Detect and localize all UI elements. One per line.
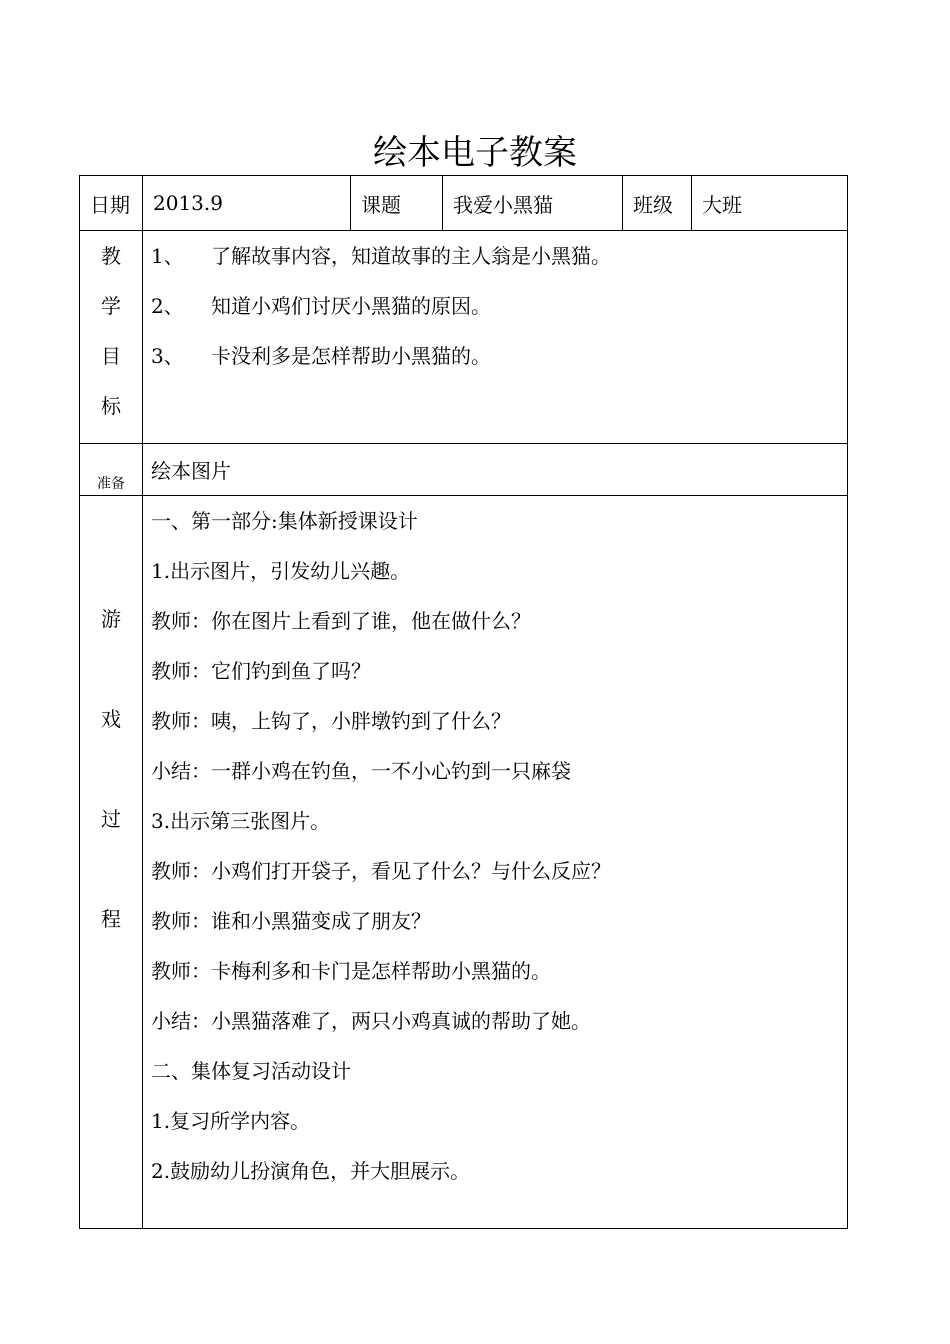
goal-text: 知道小鸡们讨厌小黑猫的原因。 bbox=[211, 294, 491, 318]
process-line: 教师：谁和小黑猫变成了朋友？ bbox=[151, 909, 431, 933]
page-title: 绘本电子教案 bbox=[373, 133, 577, 173]
goals-label-char: 标 bbox=[101, 394, 121, 418]
goal-item bbox=[151, 243, 847, 293]
process-label-char: 程 bbox=[101, 907, 121, 931]
process-row bbox=[80, 496, 848, 1229]
goal-item bbox=[151, 293, 847, 343]
process-line: 1.复习所学内容。 bbox=[151, 1109, 311, 1133]
goals-label-char: 目 bbox=[101, 344, 121, 368]
process-line: 教师：你在图片上看到了谁，他在做什么？ bbox=[151, 609, 531, 633]
goals-row bbox=[80, 231, 848, 444]
process-line: 小结：一群小鸡在钓鱼，一不小心钓到一只麻袋 bbox=[151, 759, 571, 783]
process-line: 教师：卡梅利多和卡门是怎样帮助小黑猫的。 bbox=[151, 959, 551, 983]
goal-text: 卡没利多是怎样帮助小黑猫的。 bbox=[211, 344, 491, 368]
prep-label: 准备 bbox=[80, 444, 143, 496]
process-line: 小结：小黑猫落难了，两只小鸡真诚的帮助了她。 bbox=[151, 1009, 591, 1033]
topic-value: 我爱小黑猫 bbox=[443, 176, 623, 231]
process-label bbox=[80, 496, 143, 1229]
goals-label-char: 教 bbox=[101, 244, 121, 268]
goal-number: 1、 bbox=[151, 244, 184, 268]
process-line: 教师：它们钓到鱼了吗？ bbox=[151, 659, 371, 683]
goals-body bbox=[143, 231, 848, 444]
topic-label: 课题 bbox=[351, 176, 443, 231]
goal-text: 了解故事内容，知道故事的主人翁是小黑猫。 bbox=[211, 244, 611, 268]
class-value: 大班 bbox=[692, 176, 848, 231]
header-row bbox=[80, 176, 848, 231]
process-line: 3.出示第三张图片。 bbox=[151, 809, 331, 833]
goals-label bbox=[80, 231, 143, 444]
process-body bbox=[143, 496, 848, 1229]
process-line: 教师：小鸡们打开袋子，看见了什么？与什么反应？ bbox=[151, 859, 611, 883]
goal-number: 2、 bbox=[151, 294, 184, 318]
process-line: 二、集体复习活动设计 bbox=[151, 1059, 351, 1083]
process-line: 1.出示图片，引发幼儿兴趣。 bbox=[151, 559, 411, 583]
process-line: 教师：咦，上钩了，小胖墩钓到了什么？ bbox=[151, 709, 511, 733]
lesson-plan-table bbox=[79, 175, 848, 1229]
prep-row bbox=[80, 444, 848, 496]
prep-value: 绘本图片 bbox=[143, 444, 848, 496]
goal-item bbox=[151, 343, 847, 393]
date-value: 2013.9 bbox=[143, 176, 351, 231]
process-label-char: 过 bbox=[101, 807, 121, 831]
class-label: 班级 bbox=[623, 176, 692, 231]
goals-label-char: 学 bbox=[101, 294, 121, 318]
process-label-char: 游 bbox=[101, 607, 121, 631]
process-label-char: 戏 bbox=[101, 707, 121, 731]
date-label: 日期 bbox=[80, 176, 143, 231]
process-line: 2.鼓励幼儿扮演角色，并大胆展示。 bbox=[151, 1159, 471, 1183]
goal-number: 3、 bbox=[151, 344, 184, 368]
process-line: 一、第一部分:集体新授课设计 bbox=[151, 509, 418, 533]
